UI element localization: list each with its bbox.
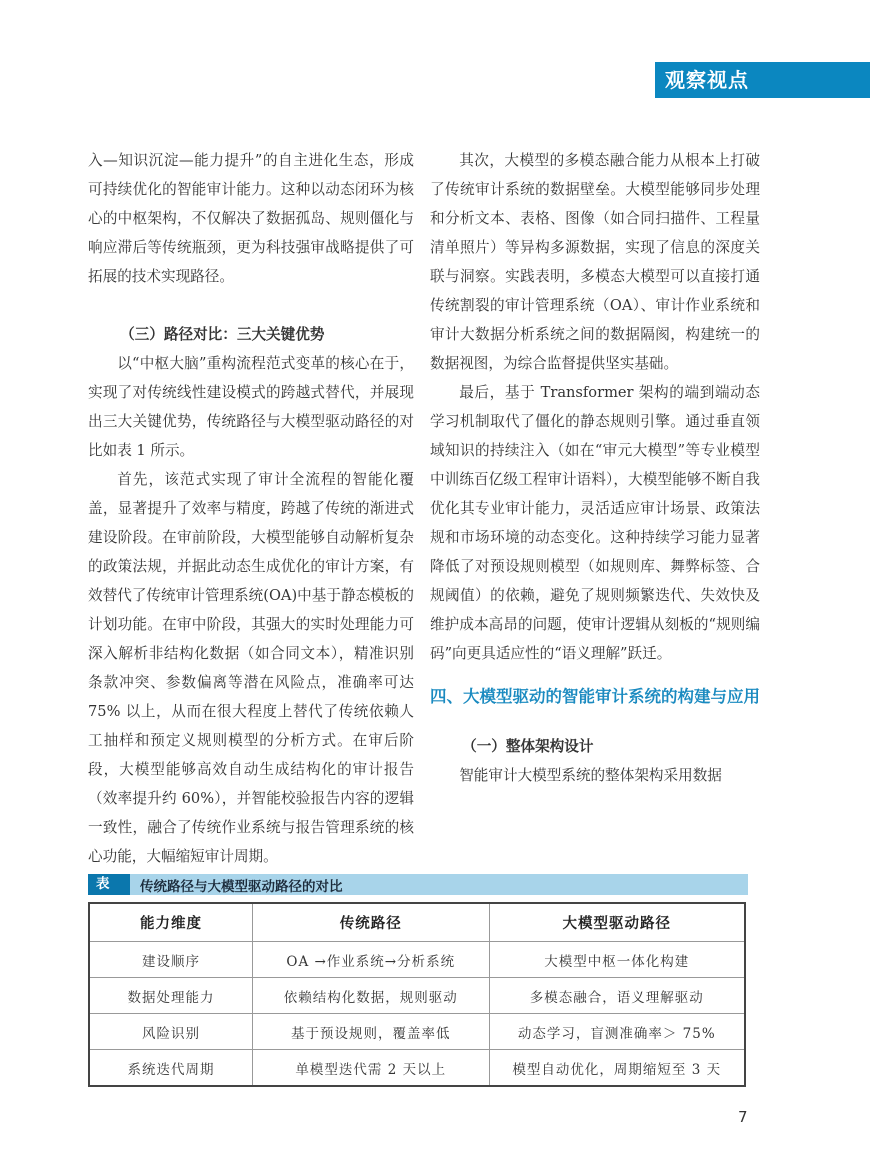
table-cell: 数据处理能力 xyxy=(89,978,252,1014)
table-label: 表 1 xyxy=(88,874,130,895)
table-cell: 依赖结构化数据，规则驱动 xyxy=(252,978,489,1014)
table-cell: 单模型迭代需 2 天以上 xyxy=(252,1050,489,1087)
subsection-heading: （三）路径对比：三大关键优势 xyxy=(120,326,325,343)
table-cell: OA →作业系统→分析系统 xyxy=(252,942,489,978)
table-cell: 模型自动优化，周期缩短至 3 天 xyxy=(489,1050,745,1087)
table-cell: 风险识别 xyxy=(89,1014,252,1050)
table-title: 传统路径与大模型驱动路径的对比 xyxy=(140,878,343,895)
table-header-cell: 大模型驱动路径 xyxy=(489,903,745,942)
comparison-table xyxy=(88,902,746,1087)
paragraph: 首先，该范式实现了审计全流程的智能化覆盖，显著提升了效率与精度，跨越了传统的渐进式建设阶段。在审前阶段，大模型能够自动解析复杂的政策法规，并据此动态生成优化的审计方案，有效替代了传统审计管理系统(OA)中基于静态模板的计划功能。在审中阶段，其强大的实时处理能力可深入解析非结构化数据（如合同文本），精准识别条款冲突、参数偏离等潜在风险点，准确率可达 75% 以上，从而在很大程度上替代了传统依赖人工抽样和预定义规则模型的分析方式。在审后阶段，大模型能够高效自动生成结构化的审计报告（效率提升约 60%），并智能校验报告内容的逻辑一致性，融合了传统作业系统与报告管理系统的核心功能，大幅缩短审计周期。 xyxy=(88,471,414,865)
table-header-row xyxy=(89,903,745,942)
table-caption xyxy=(88,874,748,913)
table-cell: 系统迭代周期 xyxy=(89,1050,252,1087)
table-cell: 动态学习，盲测准确率＞ 75% xyxy=(489,1014,745,1050)
table-header-cell: 传统路径 xyxy=(252,903,489,942)
left-column xyxy=(88,146,414,871)
table-header-cell: 能力维度 xyxy=(89,903,252,942)
section-tab: 观察视点 xyxy=(655,62,870,98)
paragraph: 智能审计大模型系统的整体架构采用数据 xyxy=(459,767,722,784)
table-row xyxy=(89,978,745,1014)
table-row xyxy=(89,1014,745,1050)
section-heading: 四、大模型驱动的智能审计系统的构建与应用 xyxy=(430,687,760,706)
table-row xyxy=(89,942,745,978)
paragraph: 以“中枢大脑”重构流程范式变革的核心在于，实现了对传统线性建设模式的跨越式替代，并展现出三大关键优势，传统路径与大模型驱动路径的对比如表 1 所示。 xyxy=(88,355,414,459)
spacer xyxy=(88,291,414,320)
spacer xyxy=(430,712,760,732)
paragraph: 最后，基于 Transformer 架构的端到端动态学习机制取代了僵化的静态规则引擎。通过垂直领域知识的持续注入（如在“审元大模型”等专业模型中训练百亿级工程审计语料），大模型能够不断自我优化其专业审计能力，灵活适应审计场景、政策法规和市场环境的动态变化。这种持续学习能力显著降低了对预设规则模型（如规则库、舞弊标签、合规阈值）的依赖，避免了规则频繁迭代、失效快及维护成本高昂的问题，使审计逻辑从刻板的“规则编码”向更具适应性的“语义理解”跃迁。 xyxy=(430,384,760,662)
table-cell: 建设顺序 xyxy=(89,942,252,978)
right-column xyxy=(430,146,760,790)
table-cell: 基于预设规则，覆盖率低 xyxy=(252,1014,489,1050)
subsection-heading: （一）整体架构设计 xyxy=(462,738,594,755)
paragraph: 其次，大模型的多模态融合能力从根本上打破了传统审计系统的数据壁垒。大模型能够同步处理和分析文本、表格、图像（如合同扫描件、工程量清单照片）等异构多源数据，实现了信息的深度关联与洞察。实践表明，多模态大模型可以直接打通传统割裂的审计管理系统（OA）、审计作业系统和审计大数据分析系统之间的数据隔阂，构建统一的数据视图，为综合监督提供坚实基础。 xyxy=(430,152,760,372)
paragraph: 入—知识沉淀—能力提升”的自主进化生态，形成可持续优化的智能审计能力。这种以动态闭环为核心的中枢架构，不仅解决了数据孤岛、规则僵化与响应滞后等传统瓶颈，更为科技强审战略提供了可拓展的技术实现路径。 xyxy=(88,152,414,285)
table-row xyxy=(89,1050,745,1087)
table-cell: 大模型中枢一体化构建 xyxy=(489,942,745,978)
page-number: 7 xyxy=(738,1108,748,1126)
table-cell: 多模态融合，语义理解驱动 xyxy=(489,978,745,1014)
